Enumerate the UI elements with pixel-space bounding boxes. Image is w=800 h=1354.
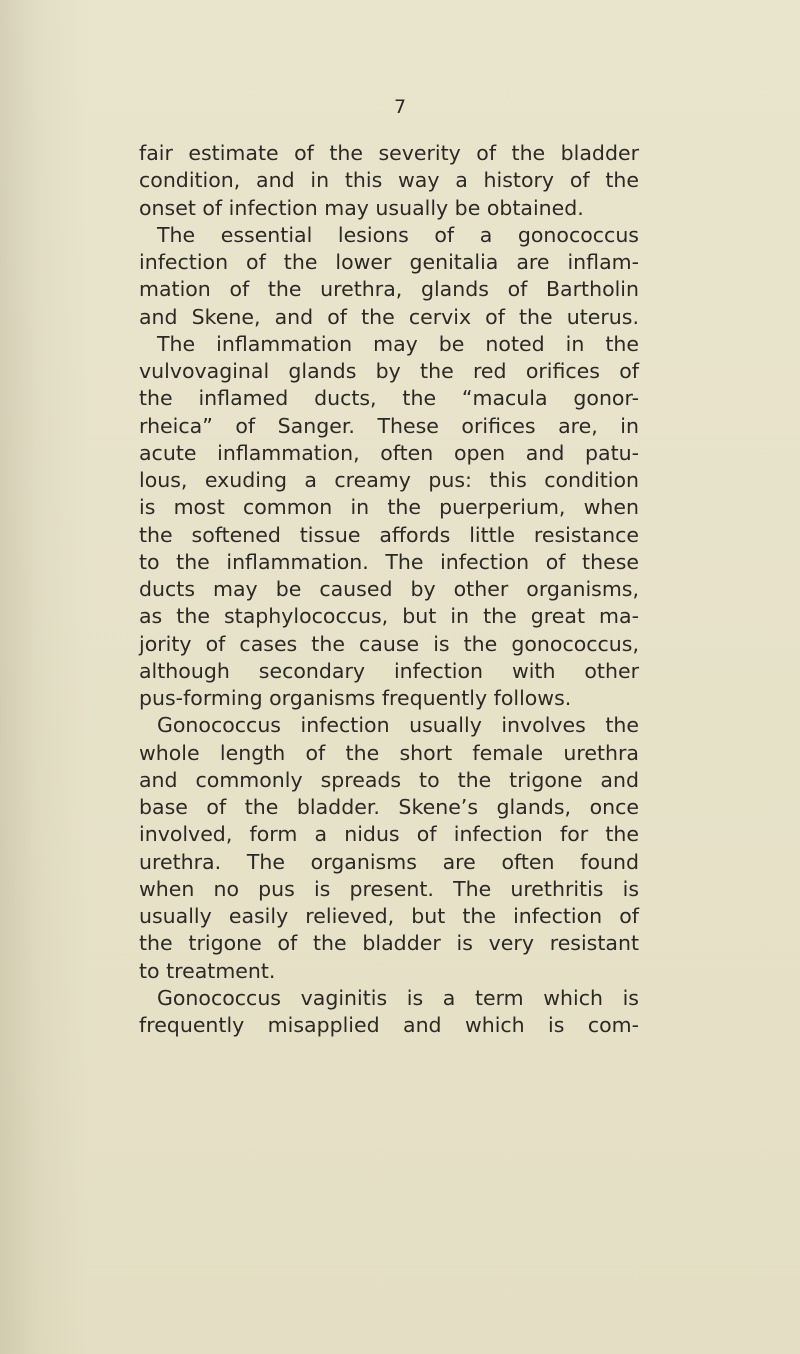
- text-line: frequently misapplied and which is com-: [139, 1013, 639, 1037]
- text-line: to the inflammation. The infection of these: [139, 549, 639, 574]
- body-text: [139, 140, 639, 1039]
- text-line: usually easily relieved, but the infection of: [139, 904, 639, 928]
- text-line: involved, form a nidus of infection for the: [139, 822, 639, 847]
- text-line: vulvovaginal glands by the red orifices of: [139, 359, 639, 383]
- text-line: infection of the lower genitalia are inflam-: [139, 250, 639, 274]
- text-line: to treatment.: [139, 958, 276, 983]
- text-line: mation of the urethra, glands of Bartholin: [139, 277, 639, 302]
- text-line: fair estimate of the severity of the bladder: [139, 141, 639, 165]
- text-line: Gonococcus vaginitis is a term which is: [157, 985, 639, 1010]
- text-line: the inflamed ducts, the “macula gonor-: [139, 386, 639, 411]
- text-line: although secondary infection with other: [139, 658, 639, 683]
- text-line: is most common in the puerperium, when: [139, 495, 639, 520]
- page-number: 7: [393, 96, 407, 118]
- text-line: pus-forming organisms frequently follows.: [139, 686, 572, 710]
- text-line: ducts may be caused by other organisms,: [139, 577, 639, 601]
- text-line: jority of cases the cause is the gonococcus,: [139, 631, 639, 656]
- text-line: Gonococcus infection usually involves the: [157, 713, 639, 738]
- text-line: condition, and in this way a history of the: [139, 168, 639, 193]
- text-line: and commonly spreads to the trigone and: [139, 767, 639, 792]
- text-line: The essential lesions of a gonococcus: [157, 222, 639, 247]
- text-line: The inflammation may be noted in the: [157, 331, 639, 356]
- text-line: base of the bladder. Skene’s glands, once: [139, 795, 639, 819]
- text-line: the trigone of the bladder is very resistant: [139, 931, 639, 956]
- text-line: urethra. The organisms are often found: [139, 849, 639, 874]
- text-line: rheica” of Sanger. These orifices are, in: [139, 413, 639, 438]
- text-line: when no pus is present. The urethritis is: [139, 876, 639, 901]
- text-line: lous, exuding a creamy pus: this condition: [139, 468, 639, 492]
- text-line: and Skene, and of the cervix of the uterus.: [139, 304, 639, 329]
- text-line: as the staphylococcus, but in the great ma-: [139, 604, 639, 629]
- text-line: onset of infection may usually be obtained.: [139, 195, 584, 220]
- text-line: whole length of the short female urethra: [139, 740, 639, 765]
- text-line: the softened tissue affords little resistance: [139, 522, 639, 547]
- text-line: acute inflammation, often open and patu-: [139, 440, 639, 465]
